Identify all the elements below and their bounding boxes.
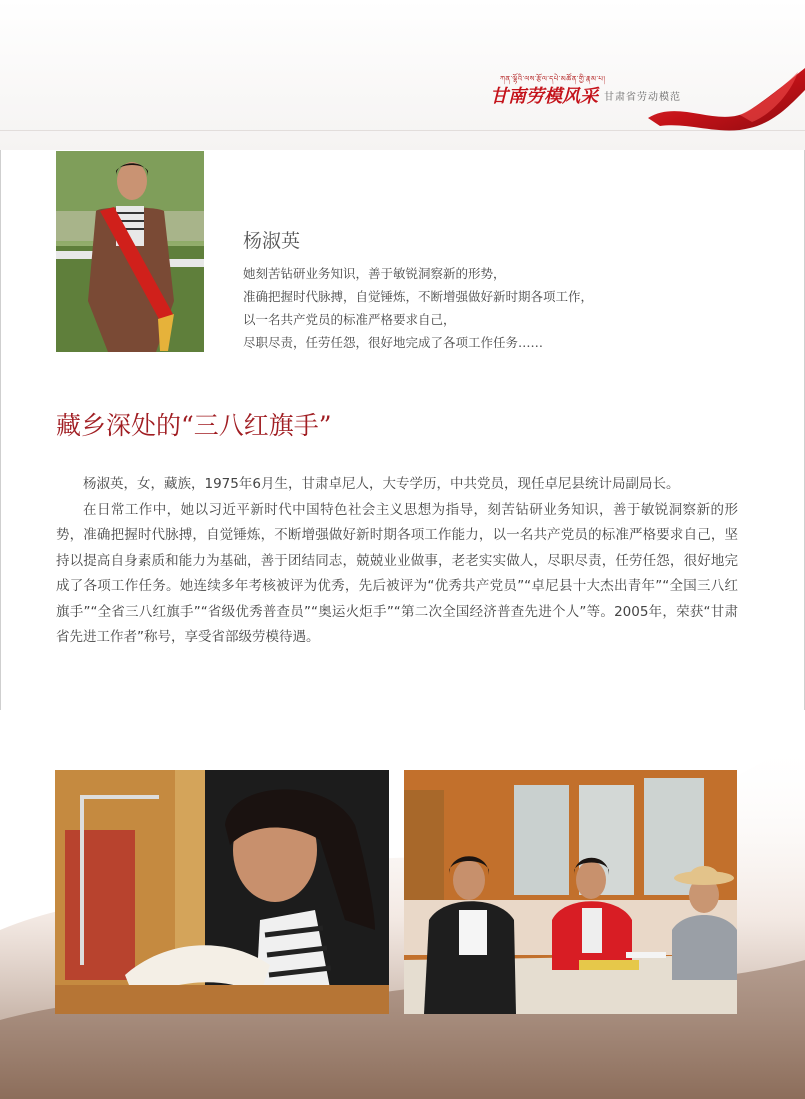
- person-name: 杨淑英: [243, 230, 301, 252]
- portrait-photo: [56, 151, 204, 352]
- tibetan-heading: ཀན་ལྷོའི་ལས་རྩོལ་དཔེ་མཚོན་གྱི་རྣམ་པ།: [500, 75, 606, 83]
- quote-line: 准确把握时代脉搏，自觉锤炼，不断增强做好新时期各项工作，: [243, 289, 594, 304]
- article-title: 藏乡深处的“三八红旗手”: [56, 411, 332, 440]
- brand-title: 甘南劳模风采: [490, 86, 598, 107]
- left-margin-rule: [0, 150, 1, 710]
- reading-photo: [55, 770, 389, 1014]
- quote-line: 以一名共产党员的标准严格要求自己，: [243, 312, 456, 327]
- body-paragraph: 在日常工作中，她以习近平新时代中国特色社会主义思想为指导，刻苦钻研业务知识，善于敏锐洞察新的形势，准确把握时代脉搏，自觉锤炼，不断增强做好新时期各项工作能力，以一名共产党员的标准严格要求自己，坚持以提高自身素质和能力为基础，善于团结同志，兢兢业业做事，老老实实做人，尽职尽责，任劳任怨，很好地完成了各项工作任务。她连续多年考核被评为优秀，先后被评为“优秀共产党员”“卓尼县十大杰出青年”“全国三八红旗手”“全省三八红旗手”“省级优秀普查员”“奥运火炬手”“第二次全国经济普查先进个人”等。2005年，荣获“甘肃省先进工作者”称号，享受省部级劳模待遇。: [56, 501, 738, 645]
- body-paragraph: 杨淑英，女，藏族，1975年6月生，甘肃卓尼人，大专学历，中共党员，现任卓尼县统计局副局长。: [83, 476, 680, 492]
- red-ribbon-icon: [640, 60, 805, 140]
- profile-quote: [243, 262, 593, 354]
- quote-line: 尽职尽责，任劳任怨，很好地完成了各项工作任务……: [243, 335, 544, 350]
- meeting-photo: [404, 770, 737, 1014]
- brand-subtitle: 甘肃省劳动模范: [604, 92, 681, 103]
- article-body: [56, 472, 738, 651]
- quote-line: 她刻苦钻研业务知识，善于敏锐洞察新的形势，: [243, 266, 506, 281]
